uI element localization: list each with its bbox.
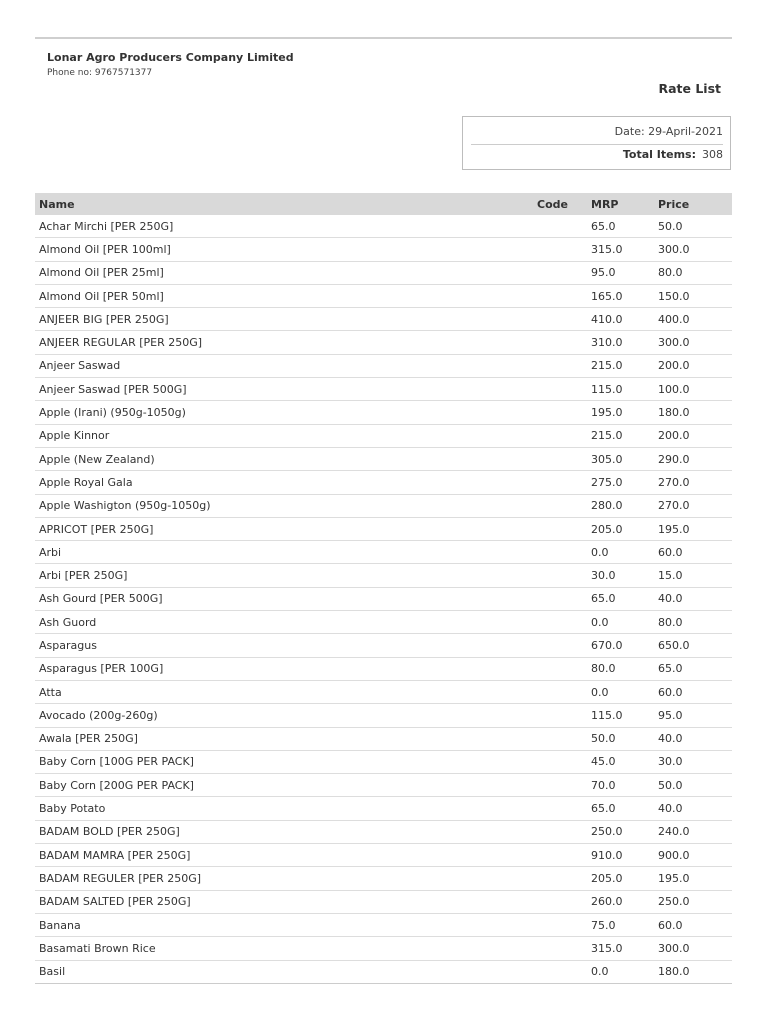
company-phone: Phone no: 9767571377 bbox=[47, 68, 153, 78]
item-price: 15.0 bbox=[654, 564, 732, 587]
table-row bbox=[35, 494, 732, 517]
table-row bbox=[35, 215, 732, 238]
item-price: 300.0 bbox=[654, 937, 732, 960]
item-name: Basamati Brown Rice bbox=[35, 937, 533, 960]
table-row bbox=[35, 447, 732, 470]
item-mrp: 165.0 bbox=[587, 284, 654, 307]
item-name: BADAM BOLD [PER 250G] bbox=[35, 820, 533, 843]
item-code bbox=[533, 424, 587, 447]
item-price: 150.0 bbox=[654, 284, 732, 307]
item-code bbox=[533, 401, 587, 424]
table-row bbox=[35, 634, 732, 657]
column-header-code: Code bbox=[533, 193, 587, 215]
item-mrp: 315.0 bbox=[587, 238, 654, 261]
item-mrp: 115.0 bbox=[587, 704, 654, 727]
item-price: 270.0 bbox=[654, 494, 732, 517]
table-row bbox=[35, 611, 732, 634]
item-code bbox=[533, 611, 587, 634]
item-price: 40.0 bbox=[654, 797, 732, 820]
item-mrp: 260.0 bbox=[587, 890, 654, 913]
item-price: 200.0 bbox=[654, 354, 732, 377]
item-name: Almond Oil [PER 100ml] bbox=[35, 238, 533, 261]
item-mrp: 75.0 bbox=[587, 913, 654, 936]
item-code bbox=[533, 844, 587, 867]
summary-box bbox=[462, 116, 731, 170]
table-row bbox=[35, 680, 732, 703]
item-code bbox=[533, 937, 587, 960]
item-mrp: 215.0 bbox=[587, 354, 654, 377]
table-row bbox=[35, 820, 732, 843]
item-mrp: 305.0 bbox=[587, 447, 654, 470]
item-name: BADAM MAMRA [PER 250G] bbox=[35, 844, 533, 867]
item-mrp: 910.0 bbox=[587, 844, 654, 867]
item-mrp: 205.0 bbox=[587, 867, 654, 890]
item-code bbox=[533, 774, 587, 797]
total-items-label: Total Items: bbox=[622, 148, 696, 161]
item-code bbox=[533, 890, 587, 913]
item-price: 270.0 bbox=[654, 471, 732, 494]
item-price: 100.0 bbox=[654, 378, 732, 401]
item-code bbox=[533, 517, 587, 540]
item-name: Baby Potato bbox=[35, 797, 533, 820]
item-name: Asparagus [PER 100G] bbox=[35, 657, 533, 680]
top-divider bbox=[35, 37, 732, 39]
item-name: Anjeer Saswad [PER 500G] bbox=[35, 378, 533, 401]
item-mrp: 205.0 bbox=[587, 517, 654, 540]
item-code bbox=[533, 587, 587, 610]
item-code bbox=[533, 960, 587, 983]
item-code bbox=[533, 564, 587, 587]
item-mrp: 410.0 bbox=[587, 308, 654, 331]
item-mrp: 0.0 bbox=[587, 680, 654, 703]
item-name: ANJEER REGULAR [PER 250G] bbox=[35, 331, 533, 354]
item-price: 95.0 bbox=[654, 704, 732, 727]
item-price: 200.0 bbox=[654, 424, 732, 447]
item-code bbox=[533, 378, 587, 401]
rate-table bbox=[35, 193, 732, 984]
item-price: 50.0 bbox=[654, 215, 732, 238]
table-row bbox=[35, 727, 732, 750]
item-mrp: 670.0 bbox=[587, 634, 654, 657]
item-mrp: 70.0 bbox=[587, 774, 654, 797]
total-items-value: 308 bbox=[702, 148, 723, 161]
item-price: 900.0 bbox=[654, 844, 732, 867]
item-name: Anjeer Saswad bbox=[35, 354, 533, 377]
item-mrp: 80.0 bbox=[587, 657, 654, 680]
table-row bbox=[35, 424, 732, 447]
item-price: 40.0 bbox=[654, 727, 732, 750]
item-name: Banana bbox=[35, 913, 533, 936]
item-name: Arbi bbox=[35, 541, 533, 564]
item-code bbox=[533, 331, 587, 354]
item-code bbox=[533, 727, 587, 750]
item-mrp: 115.0 bbox=[587, 378, 654, 401]
item-price: 400.0 bbox=[654, 308, 732, 331]
column-header-mrp: MRP bbox=[587, 193, 654, 215]
item-price: 60.0 bbox=[654, 541, 732, 564]
item-code bbox=[533, 634, 587, 657]
item-price: 250.0 bbox=[654, 890, 732, 913]
summary-divider bbox=[471, 144, 723, 145]
item-mrp: 315.0 bbox=[587, 937, 654, 960]
table-row bbox=[35, 308, 732, 331]
table-row bbox=[35, 238, 732, 261]
item-name: Ash Gourd [PER 500G] bbox=[35, 587, 533, 610]
table-row bbox=[35, 471, 732, 494]
item-mrp: 65.0 bbox=[587, 797, 654, 820]
item-code bbox=[533, 354, 587, 377]
table-header-row bbox=[35, 193, 732, 215]
item-mrp: 95.0 bbox=[587, 261, 654, 284]
item-mrp: 250.0 bbox=[587, 820, 654, 843]
table-row bbox=[35, 937, 732, 960]
list-date: Date: 29-April-2021 bbox=[614, 125, 723, 138]
item-price: 40.0 bbox=[654, 587, 732, 610]
item-mrp: 65.0 bbox=[587, 215, 654, 238]
total-items bbox=[623, 148, 723, 161]
item-price: 650.0 bbox=[654, 634, 732, 657]
item-mrp: 50.0 bbox=[587, 727, 654, 750]
item-name: Almond Oil [PER 25ml] bbox=[35, 261, 533, 284]
item-name: Awala [PER 250G] bbox=[35, 727, 533, 750]
column-header-name: Name bbox=[35, 193, 533, 215]
item-name: Apple (New Zealand) bbox=[35, 447, 533, 470]
item-price: 50.0 bbox=[654, 774, 732, 797]
item-name: APRICOT [PER 250G] bbox=[35, 517, 533, 540]
item-price: 60.0 bbox=[654, 913, 732, 936]
item-mrp: 275.0 bbox=[587, 471, 654, 494]
company-name: Lonar Agro Producers Company Limited bbox=[47, 51, 294, 64]
item-name: Almond Oil [PER 50ml] bbox=[35, 284, 533, 307]
table-row bbox=[35, 657, 732, 680]
item-code bbox=[533, 797, 587, 820]
item-name: Baby Corn [100G PER PACK] bbox=[35, 750, 533, 773]
item-mrp: 0.0 bbox=[587, 960, 654, 983]
item-code bbox=[533, 750, 587, 773]
item-price: 300.0 bbox=[654, 238, 732, 261]
item-price: 195.0 bbox=[654, 867, 732, 890]
table-row bbox=[35, 587, 732, 610]
table-row bbox=[35, 913, 732, 936]
table-row bbox=[35, 331, 732, 354]
item-name: Apple (Irani) (950g-1050g) bbox=[35, 401, 533, 424]
table-row bbox=[35, 354, 732, 377]
item-code bbox=[533, 308, 587, 331]
item-mrp: 0.0 bbox=[587, 611, 654, 634]
table-row bbox=[35, 704, 732, 727]
item-name: BADAM SALTED [PER 250G] bbox=[35, 890, 533, 913]
item-mrp: 30.0 bbox=[587, 564, 654, 587]
item-code bbox=[533, 913, 587, 936]
table-row bbox=[35, 401, 732, 424]
item-price: 30.0 bbox=[654, 750, 732, 773]
table-row bbox=[35, 378, 732, 401]
item-name: BADAM REGULER [PER 250G] bbox=[35, 867, 533, 890]
item-mrp: 65.0 bbox=[587, 587, 654, 610]
item-price: 240.0 bbox=[654, 820, 732, 843]
item-mrp: 45.0 bbox=[587, 750, 654, 773]
item-name: Apple Washigton (950g-1050g) bbox=[35, 494, 533, 517]
item-price: 65.0 bbox=[654, 657, 732, 680]
item-mrp: 310.0 bbox=[587, 331, 654, 354]
item-code bbox=[533, 447, 587, 470]
table-row bbox=[35, 774, 732, 797]
item-name: Asparagus bbox=[35, 634, 533, 657]
item-price: 180.0 bbox=[654, 401, 732, 424]
item-code bbox=[533, 238, 587, 261]
item-code bbox=[533, 215, 587, 238]
table-row bbox=[35, 541, 732, 564]
item-code bbox=[533, 494, 587, 517]
item-code bbox=[533, 471, 587, 494]
item-price: 195.0 bbox=[654, 517, 732, 540]
item-code bbox=[533, 261, 587, 284]
table-row bbox=[35, 960, 732, 983]
item-mrp: 195.0 bbox=[587, 401, 654, 424]
table-row bbox=[35, 261, 732, 284]
table-row bbox=[35, 750, 732, 773]
item-name: Baby Corn [200G PER PACK] bbox=[35, 774, 533, 797]
item-name: ANJEER BIG [PER 250G] bbox=[35, 308, 533, 331]
item-name: Arbi [PER 250G] bbox=[35, 564, 533, 587]
item-price: 80.0 bbox=[654, 261, 732, 284]
table-row bbox=[35, 517, 732, 540]
table-row bbox=[35, 844, 732, 867]
item-code bbox=[533, 704, 587, 727]
item-price: 290.0 bbox=[654, 447, 732, 470]
table-row bbox=[35, 564, 732, 587]
table-row bbox=[35, 284, 732, 307]
item-name: Achar Mirchi [PER 250G] bbox=[35, 215, 533, 238]
item-code bbox=[533, 680, 587, 703]
item-mrp: 215.0 bbox=[587, 424, 654, 447]
item-code bbox=[533, 657, 587, 680]
rate-table-body bbox=[35, 215, 732, 983]
item-price: 180.0 bbox=[654, 960, 732, 983]
document-title: Rate List bbox=[658, 81, 721, 96]
item-name: Atta bbox=[35, 680, 533, 703]
item-price: 300.0 bbox=[654, 331, 732, 354]
item-mrp: 0.0 bbox=[587, 541, 654, 564]
item-name: Apple Royal Gala bbox=[35, 471, 533, 494]
item-price: 80.0 bbox=[654, 611, 732, 634]
item-name: Avocado (200g-260g) bbox=[35, 704, 533, 727]
item-name: Ash Guord bbox=[35, 611, 533, 634]
item-code bbox=[533, 820, 587, 843]
table-row bbox=[35, 797, 732, 820]
table-row bbox=[35, 890, 732, 913]
item-code bbox=[533, 867, 587, 890]
column-header-price: Price bbox=[654, 193, 732, 215]
item-code bbox=[533, 541, 587, 564]
item-name: Apple Kinnor bbox=[35, 424, 533, 447]
table-row bbox=[35, 867, 732, 890]
item-code bbox=[533, 284, 587, 307]
item-mrp: 280.0 bbox=[587, 494, 654, 517]
item-name: Basil bbox=[35, 960, 533, 983]
item-price: 60.0 bbox=[654, 680, 732, 703]
